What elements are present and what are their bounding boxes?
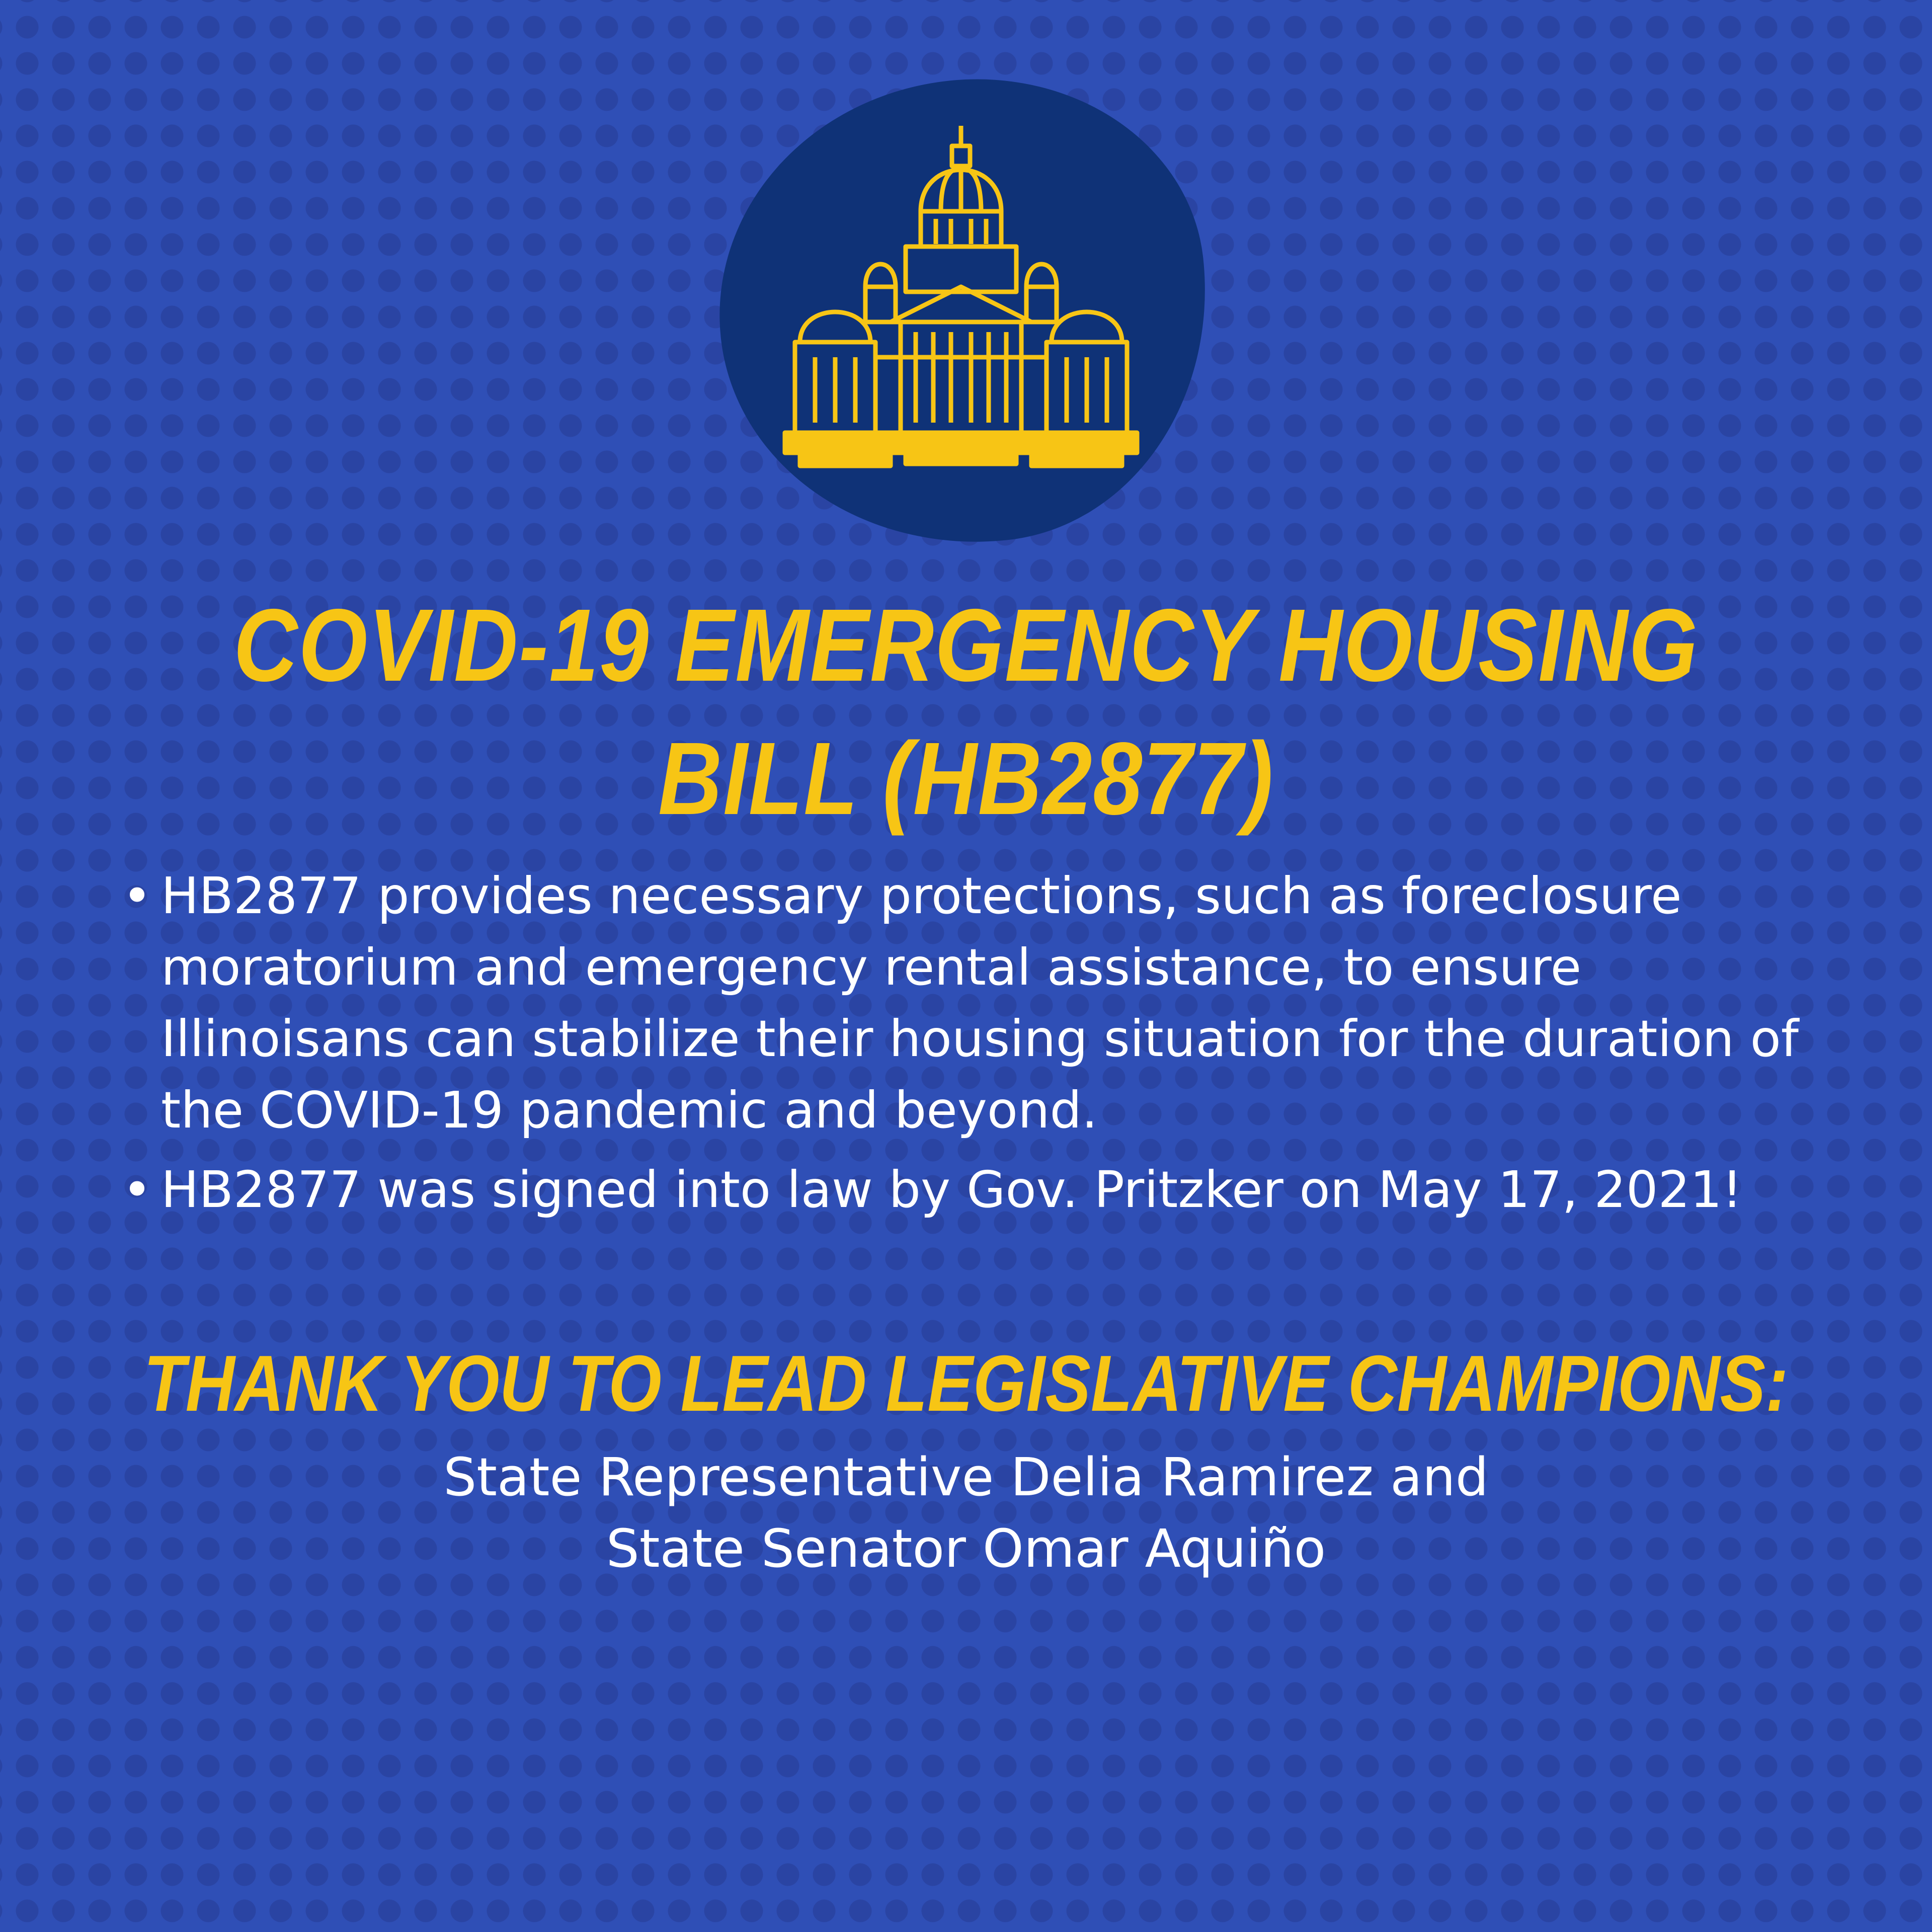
list-item <box>118 860 1839 1146</box>
bullet-text: HB2877 provides necessary protections, such as foreclosure moratorium and emergency rental assistance, to ensure Illinoisans can stabilize their housing situation for the duration of the COVID-19 pandemic and beyond. <box>161 866 1799 1140</box>
bullet-marker: • <box>122 1160 152 1219</box>
bullet-marker: • <box>122 866 152 925</box>
bullet-text: HB2877 was signed into law by Gov. Pritzker on May 17, 2021! <box>161 1160 1742 1219</box>
capitol-building-icon <box>770 121 1152 483</box>
champions-text <box>0 1441 1932 1584</box>
champion-line-1: State Representative Delia Ramirez and <box>443 1446 1489 1508</box>
page-title <box>135 579 1797 845</box>
thanks-heading: THANK YOU TO LEAD LEGISLATIVE CHAMPIONS: <box>143 1339 1789 1428</box>
title-line-1: COVID-19 EMERGENCY HOUSING <box>233 588 1699 703</box>
champion-line-2: State Senator Omar Aquiño <box>606 1518 1326 1579</box>
list-item <box>118 1154 1839 1226</box>
bullet-list <box>118 860 1839 1234</box>
title-line-2: BILL (HB2877) <box>658 721 1274 836</box>
